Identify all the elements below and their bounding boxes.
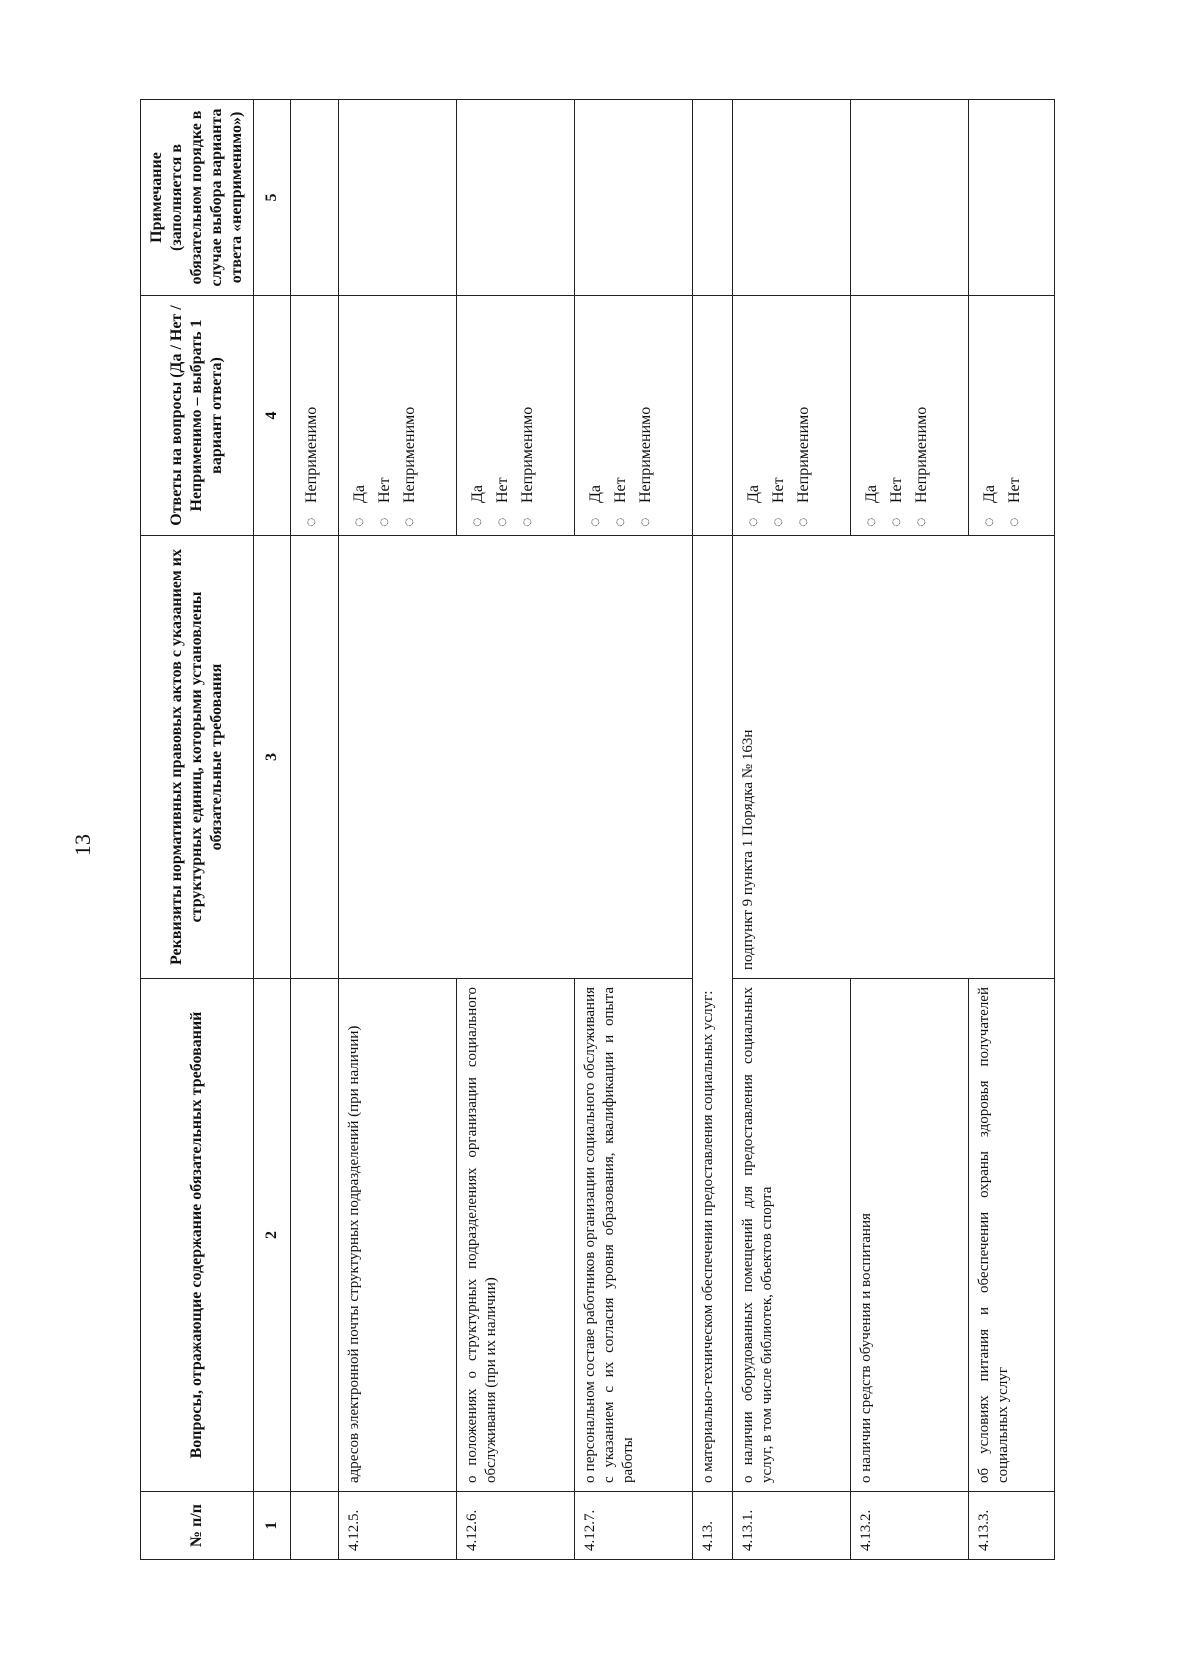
row-question: о наличии оборудованных помещений для предоставления социальных услуг, в том числе библиотек, объектов спорта: [733, 979, 851, 1492]
answer-option[interactable]: [980, 304, 1000, 527]
answer-label: Да: [469, 484, 486, 503]
answer-label: Неприменимо: [519, 406, 536, 503]
radio-icon[interactable]: ◌: [469, 517, 486, 527]
row-note[interactable]: [339, 100, 457, 296]
table-row: [339, 100, 457, 1560]
radio-icon[interactable]: ◌: [1006, 517, 1023, 527]
row-answers: [339, 296, 457, 536]
answer-label: Да: [981, 484, 998, 503]
answer-option[interactable]: [744, 304, 764, 527]
answer-option[interactable]: [375, 304, 395, 527]
table-row: [733, 100, 851, 1560]
answer-label: Да: [587, 484, 604, 503]
row-number: 4.13.2.: [851, 1492, 969, 1560]
radio-icon[interactable]: ◌: [863, 517, 880, 527]
row-answers: [575, 296, 693, 536]
col-number-5: 5: [254, 100, 291, 296]
row-answers: [457, 296, 575, 536]
col-number-4: 4: [254, 296, 291, 536]
row-number: 4.12.6.: [457, 1492, 575, 1560]
row-answers: [693, 296, 733, 536]
answer-option[interactable]: [468, 304, 488, 527]
answer-option[interactable]: [586, 304, 606, 527]
answer-label: Неприменимо: [401, 406, 418, 503]
row-reference: [291, 536, 339, 979]
answer-option[interactable]: [518, 304, 538, 527]
answer-label: Нет: [612, 477, 629, 503]
row-number: 4.12.7.: [575, 1492, 693, 1560]
radio-icon[interactable]: ◌: [637, 517, 654, 527]
column-number-row: [254, 100, 291, 1560]
radio-icon[interactable]: ◌: [587, 517, 604, 527]
row-note[interactable]: [291, 100, 339, 296]
answer-label: Нет: [770, 477, 787, 503]
radio-icon[interactable]: ◌: [612, 517, 629, 527]
table-row: [693, 100, 733, 1560]
answer-label: Нет: [494, 477, 511, 503]
answer-option[interactable]: [769, 304, 789, 527]
header-reference: Реквизиты нормативных правовых актов с указанием их структурных единиц, которыми установлены обязательные требования: [141, 536, 254, 979]
row-note: [693, 100, 733, 296]
row-reference: [339, 536, 693, 979]
answer-option[interactable]: [1005, 304, 1025, 527]
row-number: 4.13.3.: [969, 1492, 1055, 1560]
row-number: 4.12.5.: [339, 1492, 457, 1560]
header-number: № п/п: [141, 1492, 254, 1560]
header-question: Вопросы, отражающие содержание обязательных требований: [141, 979, 254, 1492]
radio-icon[interactable]: ◌: [303, 517, 320, 527]
answer-label: Да: [863, 484, 880, 503]
radio-icon[interactable]: ◌: [519, 517, 536, 527]
header-answer: Ответы на вопросы (Да / Нет / Неприменимо – выбрать 1 вариант ответа): [141, 296, 254, 536]
radio-icon[interactable]: ◌: [770, 517, 787, 527]
row-question: о персональном составе работников организации социального обслуживания с указанием с их согласия уровня образования, квалификации и опыта работы: [575, 979, 693, 1492]
row-note[interactable]: [851, 100, 969, 296]
col-number-2: 2: [254, 979, 291, 1492]
radio-icon[interactable]: ◌: [376, 517, 393, 527]
answer-option[interactable]: [493, 304, 513, 527]
col-number-1: 1: [254, 1492, 291, 1560]
row-question: адресов электронной почты структурных подразделений (при наличии): [339, 979, 457, 1492]
radio-icon[interactable]: ◌: [494, 517, 511, 527]
answer-option[interactable]: [862, 304, 882, 527]
answer-option[interactable]: [887, 304, 907, 527]
page-number: 13: [70, 834, 95, 856]
row-answers: [851, 296, 969, 536]
answer-label: Да: [745, 484, 762, 503]
table-row: [291, 100, 339, 1560]
row-note[interactable]: [733, 100, 851, 296]
answer-label: Неприменимо: [303, 406, 320, 503]
row-number: 4.13.1.: [733, 1492, 851, 1560]
radio-icon[interactable]: ◌: [745, 517, 762, 527]
radio-icon[interactable]: ◌: [795, 517, 812, 527]
row-question: о наличии средств обучения и воспитания: [851, 979, 969, 1492]
answer-label: Да: [351, 484, 368, 503]
row-number: [291, 1492, 339, 1560]
header-note: Примечание (заполняется в обязательном порядке в случае выбора варианта ответа «неприменимо»): [141, 100, 254, 296]
radio-icon[interactable]: ◌: [888, 517, 905, 527]
row-note[interactable]: [575, 100, 693, 296]
rotated-page: [140, 100, 1100, 1560]
answer-option[interactable]: [302, 304, 322, 527]
row-question: об условиях питания и обеспечении охраны здоровья получателей социальных услуг: [969, 979, 1055, 1492]
requirements-table: [140, 99, 1055, 1560]
answer-label: Неприменимо: [637, 406, 654, 503]
radio-icon[interactable]: ◌: [401, 517, 418, 527]
row-answers: [733, 296, 851, 536]
col-number-3: 3: [254, 536, 291, 979]
answer-label: Неприменимо: [913, 406, 930, 503]
row-question: о материально-техническом обеспечении предоставления социальных услуг:: [693, 536, 733, 1492]
answer-label: Нет: [1006, 477, 1023, 503]
radio-icon[interactable]: ◌: [913, 517, 930, 527]
row-answers: [291, 296, 339, 536]
row-question: о положениях о структурных подразделениях организации социального обслуживания (при их наличии): [457, 979, 575, 1492]
answer-label: Нет: [376, 477, 393, 503]
answer-option[interactable]: [400, 304, 420, 527]
row-reference: подпункт 9 пункта 1 Порядка № 163н: [733, 536, 1055, 979]
answer-option[interactable]: [912, 304, 932, 527]
radio-icon[interactable]: ◌: [351, 517, 368, 527]
answer-label: Нет: [888, 477, 905, 503]
header-row: [141, 100, 254, 1560]
radio-icon[interactable]: ◌: [981, 517, 998, 527]
answer-option[interactable]: [350, 304, 370, 527]
answer-option[interactable]: [611, 304, 631, 527]
row-number: 4.13.: [693, 1492, 733, 1560]
row-note[interactable]: [457, 100, 575, 296]
answer-option[interactable]: [794, 304, 814, 527]
answer-option[interactable]: [636, 304, 656, 527]
answer-label: Неприменимо: [795, 406, 812, 503]
row-question: [291, 979, 339, 1492]
row-note[interactable]: [969, 100, 1055, 296]
row-answers: [969, 296, 1055, 536]
